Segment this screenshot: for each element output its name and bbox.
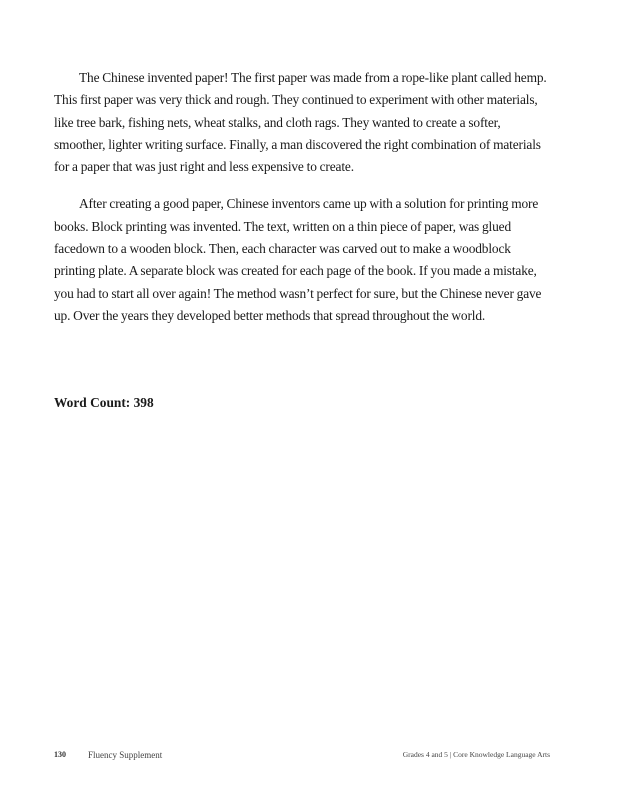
word-count: Word Count: 398 xyxy=(54,395,154,410)
page-footer xyxy=(54,750,550,764)
paragraph-paper-invention: The Chinese invented paper! The first paper was made from a rope-like plant called hemp. This first paper was very thick and rough. They continued to experiment with other materials, like tree bark, fishing nets, wheat stalks, and cloth rags. They wanted to create a softer, smoother, lighter writing surface. Finally, a man discovered the right combination of materials for a paper that was just right and less expensive to create. xyxy=(54,70,547,175)
body-text xyxy=(54,67,550,342)
supplement-title: Fluency Supplement xyxy=(88,750,163,760)
page-number: 130 xyxy=(54,750,66,759)
grades-label: Grades 4 and 5 | Core Knowledge Language Arts xyxy=(402,750,550,759)
paragraph-block-printing: After creating a good paper, Chinese inventors came up with a solution for printing more books. Block printing was invented. The text, written on a thin piece of paper, was glued facedown to a wooden block. Then, each character was carved out to make a woodblock printing plate. A separate block was created for each page of the book. If you made a mistake, you had to start all over again! The method wasn’t perfect for sure, but the Chinese never gave up. Over the years they developed better methods that spread throughout the world. xyxy=(54,196,542,323)
